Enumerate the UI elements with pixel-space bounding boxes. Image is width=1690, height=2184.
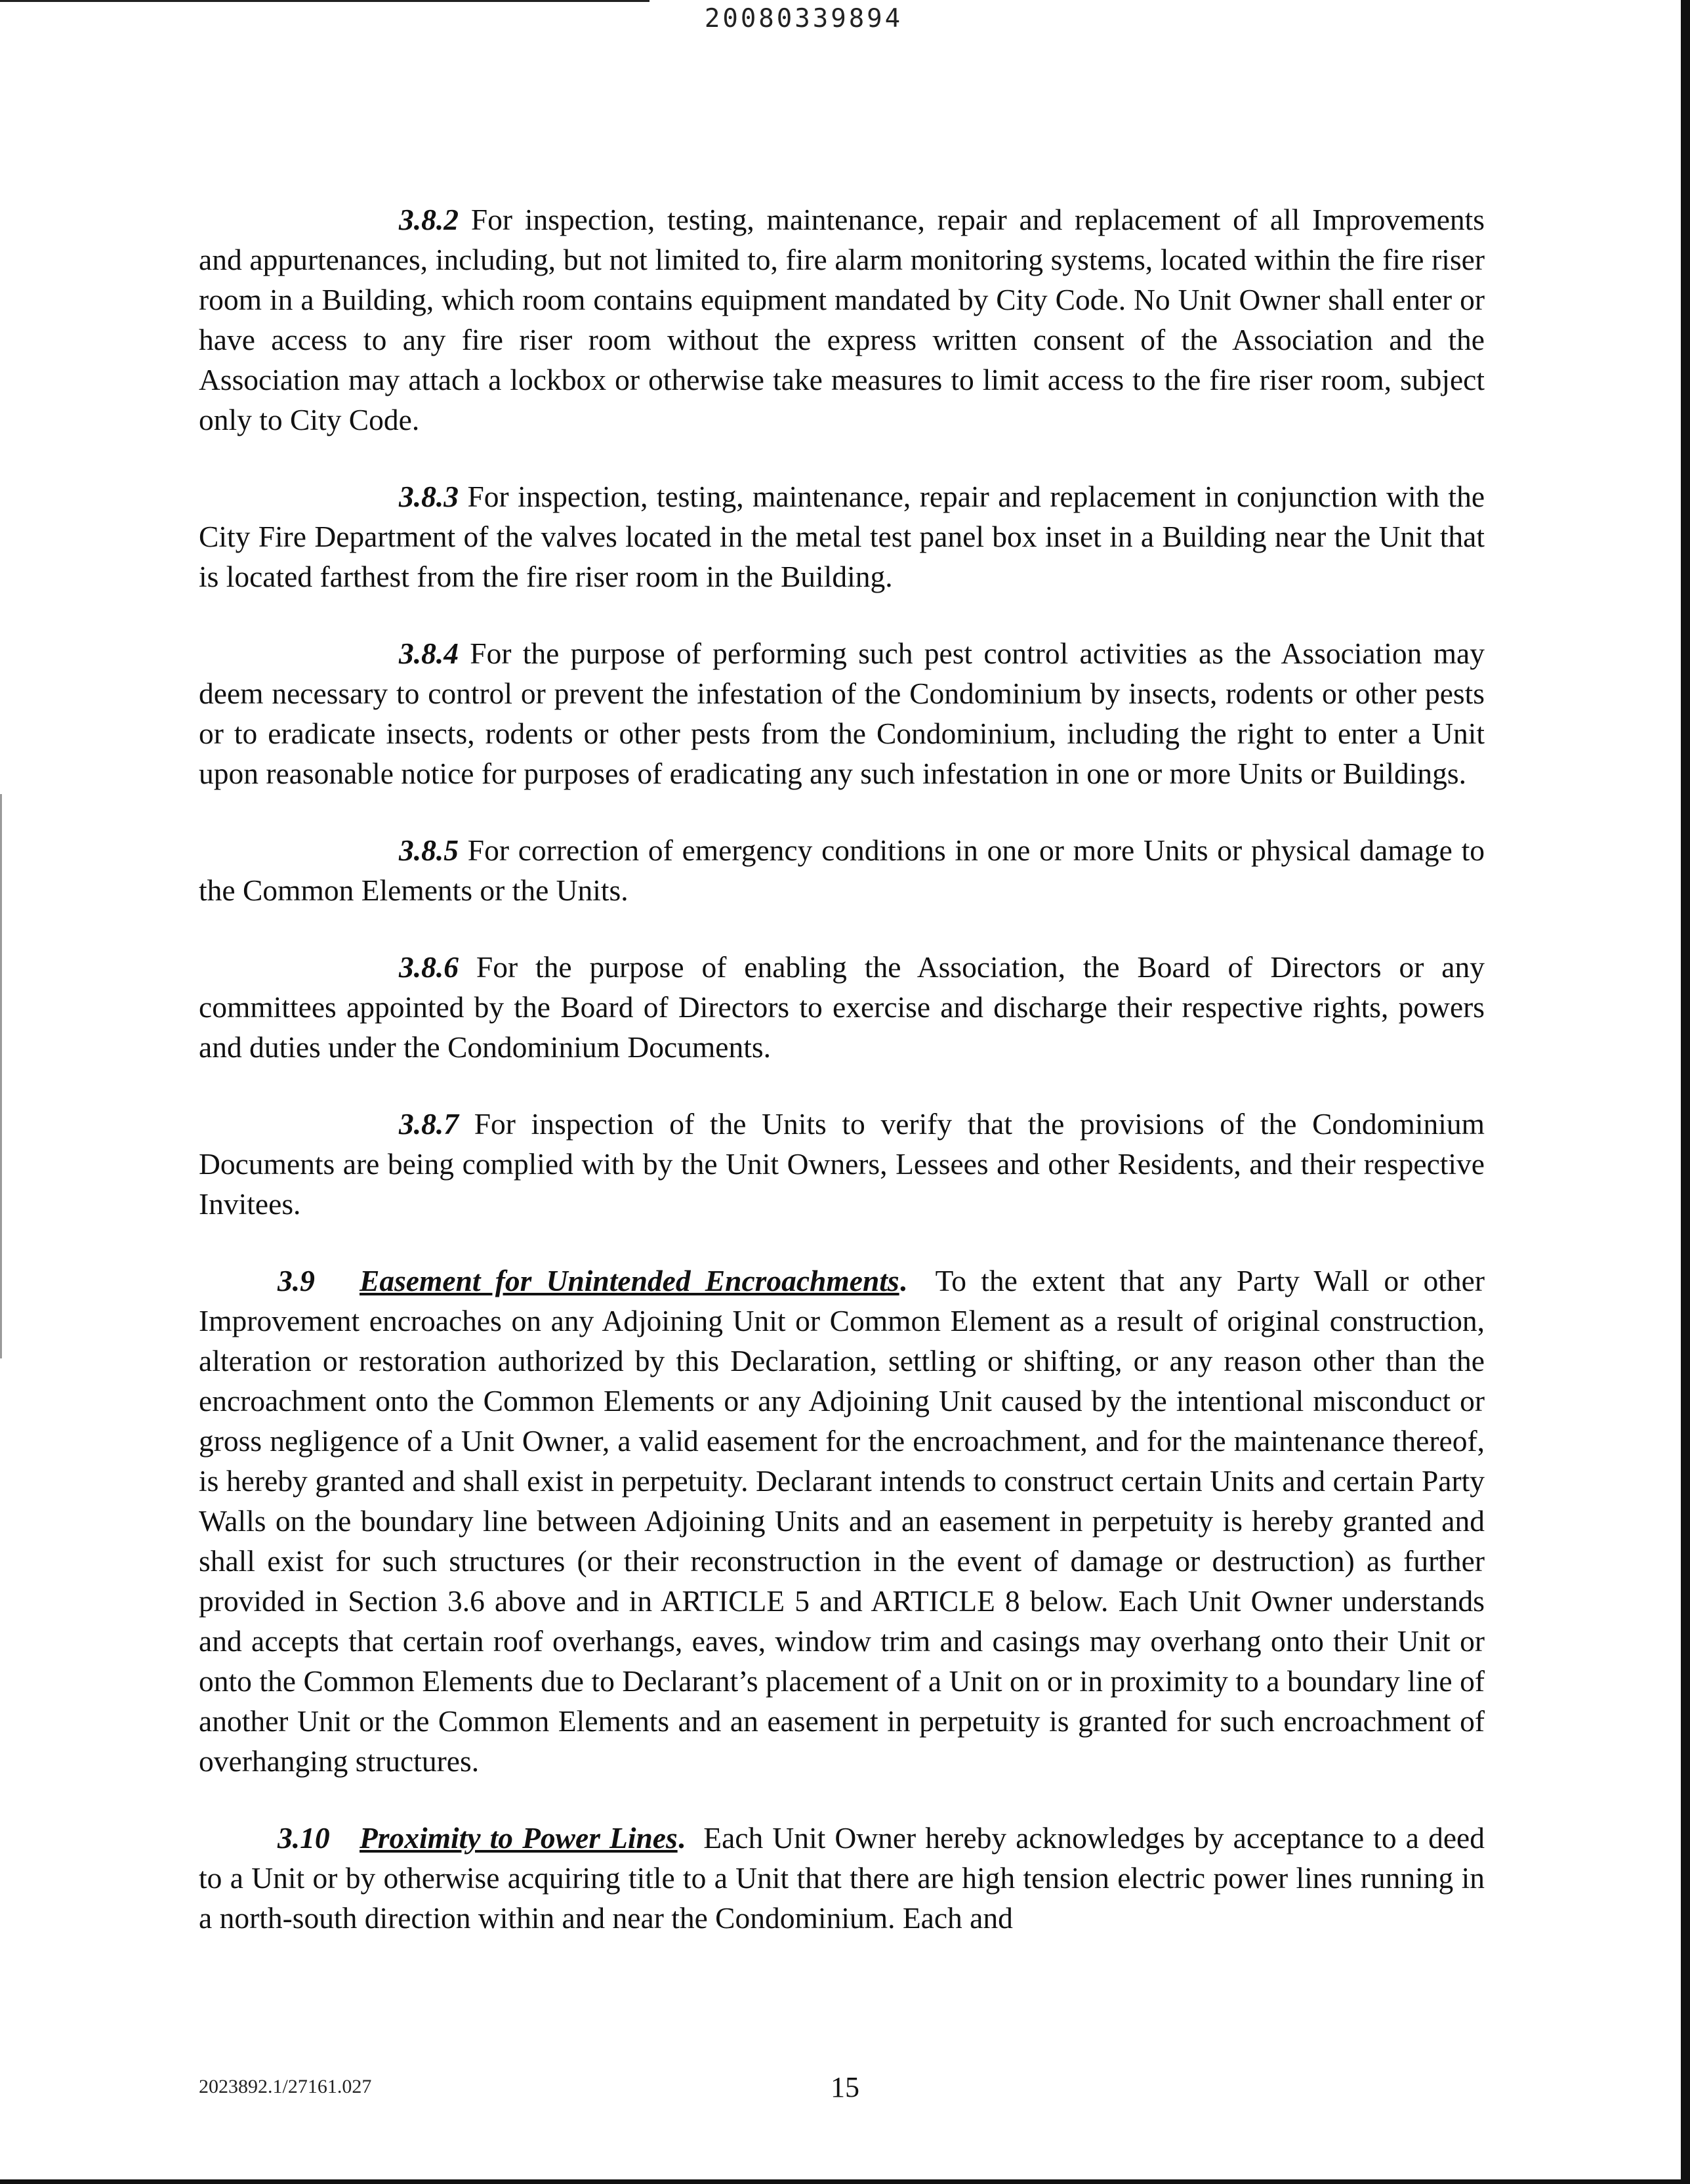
paragraph-3-8-3 xyxy=(199,476,1485,597)
paragraph-3-8-4 xyxy=(199,633,1485,793)
paragraph-text: For inspection, testing, maintenance, repair and replacement in conjunction with the City Fire Department of the valves located in the metal test panel box inset in a Building near the Unit that is located farthest from the fire riser room in the Building. xyxy=(199,480,1485,593)
paragraph-3-8-7 xyxy=(199,1104,1485,1224)
section-3-9: 3.9 Easement for Unintended Encroachments. To the extent that any Party Wall or other Improvement encroaches on any Adjoining Unit or Common Element as a result of original construction, alteration or restoration authorized by this Declaration, settling or shifting, or any reason other than the encroachment onto the Common Elements or any Adjoining Unit caused by the intentional misconduct or gross negligence of a Unit Owner, a valid easement for the encroachment, and for the maintenance thereof, is hereby granted and shall exist in perpetuity. Declarant intends to construct certain Units and certain Party Walls on the boundary line between Adjoining Units and an easement in perpetuity is hereby granted and shall exist for such structures (or their reconstruction in the event of damage or destruction) as further provided in Section 3.6 above and in ARTICLE 5 and ARTICLE 8 below. Each Unit Owner understands and accepts that certain roof overhangs, eaves, window trim and casings may overhang onto their Unit or onto the Common Elements due to Declarant’s placement of a Unit on or in proximity to a boundary line of another Unit or the Common Elements and an easement in perpetuity is granted for such encroachment of overhanging structures. xyxy=(199,1261,1485,1781)
paragraph-number: 3.8.5 xyxy=(399,833,459,867)
paragraph-3-8-6 xyxy=(199,947,1485,1067)
section-3-10: 3.10 Proximity to Power Lines. Each Unit Owner hereby acknowledges by acceptance to a deed to a Unit or by otherwise acquiring title to a Unit that there are high tension electric power lines running in a north-south direction within and near the Condominium. Each and xyxy=(199,1818,1485,1938)
paragraph-text: For correction of emergency conditions in one or more Units or physical damage to the Common Elements or the Units. xyxy=(199,833,1485,907)
paragraph-text: For inspection of the Units to verify that the provisions of the Condominium Documents are being complied with by the Unit Owners, Lessees and other Residents, and their respective Invitees. xyxy=(199,1107,1485,1221)
paragraph-number: 3.8.2 xyxy=(399,203,459,236)
section-number: 3.10 xyxy=(278,1821,330,1855)
section-text: To the extent that any Party Wall or other Improvement encroaches on any Adjoining Unit or Common Element as a result of original construction, alteration or restoration authorized by this Declaration, settling or shifting, or any reason other than the encroachment onto the Common Elements or any Adjoining Unit caused by the intentional misconduct or gross negligence of a Unit Owner, a valid easement for the encroachment, and for the maintenance thereof, is hereby granted and shall exist in perpetuity. Declarant intends to construct certain Units and certain Party Walls on the boundary line between Adjoining Units and an easement in perpetuity is hereby granted and shall exist for such structures (or their reconstruction in the event of damage or destruction) as further provided in Section 3.6 above and in ARTICLE 5 and ARTICLE 8 below. Each Unit Owner understands and accepts that certain roof overhangs, eaves, window trim and casings may overhang onto their Unit or onto the Common Elements due to Declarant’s placement of a Unit on or in proximity to a boundary line of another Unit or the Common Elements and an easement in perpetuity is granted for such encroachment of overhanging structures. xyxy=(199,1264,1485,1778)
paragraph-3-8-5 xyxy=(199,830,1485,910)
section-number: 3.9 xyxy=(278,1264,315,1297)
scan-left-edge-mark xyxy=(0,794,2,1358)
page-body xyxy=(199,200,1485,1975)
paragraph-text: For the purpose of enabling the Association, the Board of Directors or any committees appointed by the Board of Directors to exercise and discharge their respective rights, powers and duties under the Condominium Documents. xyxy=(199,950,1485,1064)
footer-file-id: 2023892.1/27161.027 xyxy=(199,2076,372,2097)
paragraph-number: 3.8.4 xyxy=(399,637,459,670)
paragraph-text: For inspection, testing, maintenance, repair and replacement of all Improvements and appurtenances, including, but not limited to, fire alarm monitoring systems, located within the fire riser room in a Building, which room contains equipment mandated by City Code. No Unit Owner shall enter or have access to any fire riser room without the express written consent of the Association and the Association may attach a lockbox or otherwise take measures to limit access to the fire riser room, subject only to City Code. xyxy=(199,203,1485,436)
document-number: 20080339894 xyxy=(704,4,903,33)
section-heading: Easement for Unintended Encroachments xyxy=(360,1264,899,1297)
section-text: Each Unit Owner hereby acknowledges by acceptance to a deed to a Unit or by otherwise acquiring title to a Unit that there are high tension electric power lines running in a north-south direction within and near the Condominium. Each and xyxy=(199,1821,1485,1935)
paragraph-text: For the purpose of performing such pest control activities as the Association may deem necessary to control or prevent the infestation of the Condominium by insects, rodents or other pests or to eradicate insects, rodents or other pests from the Condominium, including the right to enter a Unit upon reasonable notice for purposes of eradicating any such infestation in one or more Units or Buildings. xyxy=(199,637,1485,790)
paragraph-number: 3.8.6 xyxy=(399,950,459,984)
paragraph-number: 3.8.7 xyxy=(399,1107,459,1141)
scan-bottom-edge-border xyxy=(0,2179,1690,2184)
section-heading: Proximity to Power Lines xyxy=(360,1821,678,1855)
page-number: 15 xyxy=(831,2071,859,2103)
scan-top-edge-line xyxy=(0,0,649,2)
scan-right-edge-border xyxy=(1681,0,1690,2184)
paragraph-3-8-2 xyxy=(199,200,1485,440)
paragraph-number: 3.8.3 xyxy=(399,480,459,513)
